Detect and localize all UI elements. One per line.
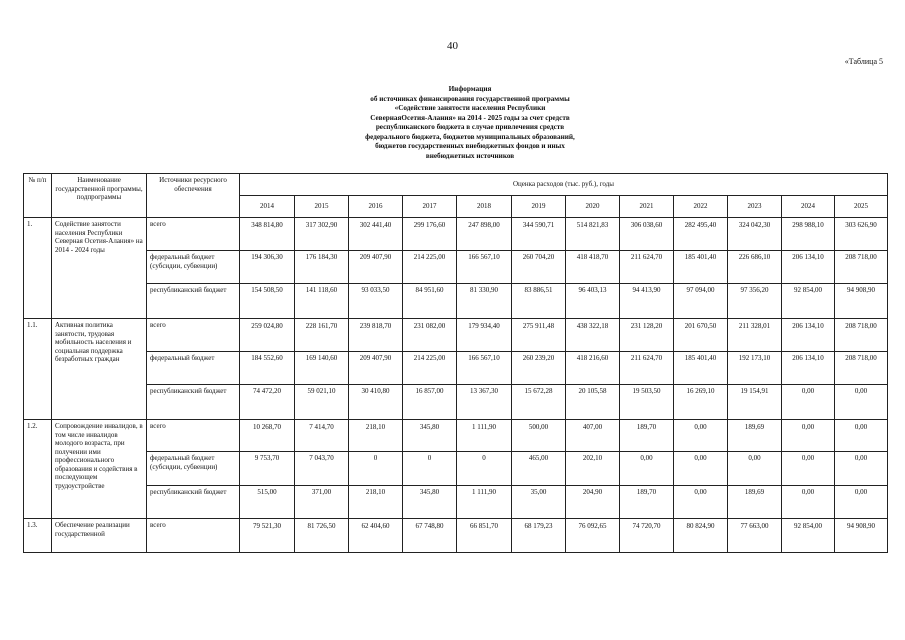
header-year: 2020	[566, 196, 620, 218]
amount-cell: 214 225,00	[403, 352, 457, 385]
header-year: 2018	[457, 196, 512, 218]
header-no: № п/п	[24, 174, 52, 218]
amount-cell: 204,90	[566, 486, 620, 519]
amount-cell: 169 140,60	[295, 352, 349, 385]
amount-cell: 59 021,10	[295, 385, 349, 420]
header-year: 2025	[835, 196, 888, 218]
amount-cell: 247 898,00	[457, 218, 512, 251]
amount-cell: 206 134,10	[782, 251, 835, 284]
amount-cell: 0,00	[782, 486, 835, 519]
amount-cell: 515,00	[240, 486, 295, 519]
row-number: 1.1.	[24, 319, 52, 420]
table-row	[24, 251, 888, 284]
amount-cell: 514 821,83	[566, 218, 620, 251]
amount-cell: 166 567,10	[457, 251, 512, 284]
header-name: Наименование государственной программы, подпрограммы	[52, 174, 147, 218]
amount-cell: 209 407,90	[349, 251, 403, 284]
amount-cell: 282 495,40	[674, 218, 728, 251]
amount-cell: 185 401,40	[674, 251, 728, 284]
funding-source: республиканский бюджет	[147, 486, 240, 519]
amount-cell: 0,00	[674, 420, 728, 452]
funding-source: федеральный бюджет	[147, 352, 240, 385]
heading-line: «Содействие занятости населения Республики	[394, 104, 546, 112]
amount-cell: 0,00	[835, 452, 888, 486]
funding-source: республиканский бюджет	[147, 385, 240, 420]
amount-cell: 9 753,70	[240, 452, 295, 486]
amount-cell: 92 854,00	[782, 519, 835, 553]
amount-cell: 302 441,40	[349, 218, 403, 251]
amount-cell: 97 356,20	[728, 284, 782, 319]
header-year: 2017	[403, 196, 457, 218]
amount-cell: 317 302,90	[295, 218, 349, 251]
document-heading	[250, 85, 690, 161]
amount-cell: 141 118,60	[295, 284, 349, 319]
amount-cell: 185 401,40	[674, 352, 728, 385]
amount-cell: 189,70	[620, 420, 674, 452]
amount-cell: 176 184,30	[295, 251, 349, 284]
amount-cell: 218,10	[349, 486, 403, 519]
amount-cell: 154 508,50	[240, 284, 295, 319]
amount-cell: 189,69	[728, 486, 782, 519]
amount-cell: 35,00	[512, 486, 566, 519]
amount-cell: 0,00	[835, 385, 888, 420]
amount-cell: 81 330,90	[457, 284, 512, 319]
amount-cell: 81 726,50	[295, 519, 349, 553]
amount-cell: 74 472,20	[240, 385, 295, 420]
amount-cell: 260 239,20	[512, 352, 566, 385]
amount-cell: 345,80	[403, 486, 457, 519]
header-year: 2019	[512, 196, 566, 218]
amount-cell: 0,00	[728, 452, 782, 486]
amount-cell: 214 225,00	[403, 251, 457, 284]
page-number: 40	[447, 40, 458, 52]
amount-cell: 74 720,70	[620, 519, 674, 553]
table-row	[24, 486, 888, 519]
table-row	[24, 218, 888, 251]
amount-cell: 345,80	[403, 420, 457, 452]
header-year: 2022	[674, 196, 728, 218]
amount-cell: 66 851,70	[457, 519, 512, 553]
amount-cell: 19 154,91	[728, 385, 782, 420]
program-name: Активная политика занятости, трудовая мобильность населения и социальная поддержка безработных граждан	[52, 319, 147, 420]
header-estimate: Оценка расходов (тыс. руб.), годы	[240, 174, 888, 196]
table-body	[24, 218, 888, 553]
amount-cell: 0,00	[620, 452, 674, 486]
funding-source: всего	[147, 519, 240, 553]
table-row	[24, 452, 888, 486]
amount-cell: 465,00	[512, 452, 566, 486]
amount-cell: 500,00	[512, 420, 566, 452]
funding-source: всего	[147, 420, 240, 452]
heading-line: федерального бюджета, бюджетов муниципальных образований,	[365, 132, 575, 141]
amount-cell: 7 043,70	[295, 452, 349, 486]
amount-cell: 211 328,01	[728, 319, 782, 352]
amount-cell: 84 951,60	[403, 284, 457, 319]
amount-cell: 201 670,50	[674, 319, 728, 352]
amount-cell: 0	[457, 452, 512, 486]
amount-cell: 0,00	[782, 420, 835, 452]
amount-cell: 208 718,00	[835, 319, 888, 352]
header-source: Источники ресурсного обеспечения	[147, 174, 240, 218]
amount-cell: 0,00	[674, 486, 728, 519]
amount-cell: 260 704,20	[512, 251, 566, 284]
amount-cell: 16 269,10	[674, 385, 728, 420]
amount-cell: 0,00	[835, 420, 888, 452]
amount-cell: 0,00	[782, 385, 835, 420]
amount-cell: 67 748,80	[403, 519, 457, 553]
header-year: 2015	[295, 196, 349, 218]
amount-cell: 348 814,80	[240, 218, 295, 251]
amount-cell: 0,00	[835, 486, 888, 519]
amount-cell: 10 268,70	[240, 420, 295, 452]
amount-cell: 77 663,00	[728, 519, 782, 553]
program-name-text: Обеспечение реализации государственной	[55, 521, 130, 538]
amount-cell: 209 407,90	[349, 352, 403, 385]
amount-cell: 79 521,30	[240, 519, 295, 553]
amount-cell: 1 111,90	[457, 420, 512, 452]
table-row	[24, 385, 888, 420]
amount-cell: 68 179,23	[512, 519, 566, 553]
table-label: «Таблица 5	[844, 57, 883, 66]
amount-cell: 76 092,65	[566, 519, 620, 553]
heading-line: республиканского бюджета в случае привлечения средств	[375, 123, 565, 131]
amount-cell: 206 134,10	[782, 352, 835, 385]
amount-cell: 438 322,18	[566, 319, 620, 352]
amount-cell: 418 418,70	[566, 251, 620, 284]
amount-cell: 418 216,60	[566, 352, 620, 385]
amount-cell: 19 503,50	[620, 385, 674, 420]
amount-cell: 202,10	[566, 452, 620, 486]
amount-cell: 166 567,10	[457, 352, 512, 385]
amount-cell: 371,00	[295, 486, 349, 519]
program-name: Содействие занятости населения Республики Северная Осетия-Алания» на 2014 - 2024 годы	[52, 218, 147, 319]
heading-line: СевернаяОсетия-Алания» на 2014 - 2025 годы за счет средств	[370, 113, 570, 122]
amount-cell: 179 934,40	[457, 319, 512, 352]
row-number: 1.3.	[24, 519, 52, 553]
header-year: 2024	[782, 196, 835, 218]
amount-cell: 275 911,48	[512, 319, 566, 352]
amount-cell: 1 111,90	[457, 486, 512, 519]
amount-cell: 184 552,60	[240, 352, 295, 385]
table-row	[24, 319, 888, 352]
amount-cell: 206 134,10	[782, 319, 835, 352]
amount-cell: 239 818,70	[349, 319, 403, 352]
amount-cell: 226 686,10	[728, 251, 782, 284]
header-year: 2016	[349, 196, 403, 218]
amount-cell: 7 414,70	[295, 420, 349, 452]
amount-cell: 189,69	[728, 420, 782, 452]
amount-cell: 13 367,30	[457, 385, 512, 420]
funding-source: федеральный бюджет (субсидии, субвенции)	[147, 251, 240, 284]
amount-cell: 344 590,71	[512, 218, 566, 251]
amount-cell: 218,10	[349, 420, 403, 452]
amount-cell: 0	[403, 452, 457, 486]
amount-cell: 94 908,90	[835, 519, 888, 553]
amount-cell: 231 128,20	[620, 319, 674, 352]
amount-cell: 15 672,28	[512, 385, 566, 420]
table-row	[24, 352, 888, 385]
amount-cell: 62 404,60	[349, 519, 403, 553]
heading-line: Информация	[448, 85, 492, 93]
amount-cell: 324 042,30	[728, 218, 782, 251]
amount-cell: 94 908,90	[835, 284, 888, 319]
program-name	[52, 519, 147, 553]
amount-cell: 20 105,58	[566, 385, 620, 420]
amount-cell: 299 176,60	[403, 218, 457, 251]
amount-cell: 93 033,50	[349, 284, 403, 319]
amount-cell: 83 886,51	[512, 284, 566, 319]
heading-line: бюджетов государственных внебюджетных фондов и иных	[375, 142, 565, 150]
funding-source: всего	[147, 319, 240, 352]
amount-cell: 259 024,80	[240, 319, 295, 352]
amount-cell: 228 161,70	[295, 319, 349, 352]
row-number: 1.	[24, 218, 52, 319]
funding-source: всего	[147, 218, 240, 251]
heading-line: об источниках финансирования государственной программы	[370, 94, 570, 103]
table-row	[24, 284, 888, 319]
amount-cell: 306 038,60	[620, 218, 674, 251]
amount-cell: 208 718,00	[835, 251, 888, 284]
heading-line: внебюджетных источников	[425, 151, 515, 160]
table-row	[24, 519, 888, 553]
amount-cell: 303 626,90	[835, 218, 888, 251]
financing-table	[23, 173, 888, 553]
header-year: 2014	[240, 196, 295, 218]
funding-source: республиканский бюджет	[147, 284, 240, 319]
amount-cell: 16 857,00	[403, 385, 457, 420]
header-year: 2023	[728, 196, 782, 218]
amount-cell: 189,70	[620, 486, 674, 519]
program-name: Сопровождение инвалидов, в том числе инвалидов молодого возраста, при получении ими профессионального образования и содействия в последующем трудоустройстве	[52, 420, 147, 519]
amount-cell: 30 410,80	[349, 385, 403, 420]
amount-cell: 97 094,00	[674, 284, 728, 319]
header-year: 2021	[620, 196, 674, 218]
amount-cell: 298 988,10	[782, 218, 835, 251]
amount-cell: 92 854,00	[782, 284, 835, 319]
amount-cell: 211 624,70	[620, 352, 674, 385]
amount-cell: 211 624,70	[620, 251, 674, 284]
amount-cell: 192 173,10	[728, 352, 782, 385]
amount-cell: 231 082,00	[403, 319, 457, 352]
row-number: 1.2.	[24, 420, 52, 519]
amount-cell: 80 824,90	[674, 519, 728, 553]
amount-cell: 0,00	[782, 452, 835, 486]
table-row	[24, 420, 888, 452]
amount-cell: 208 718,00	[835, 352, 888, 385]
amount-cell: 407,00	[566, 420, 620, 452]
funding-source: федеральный бюджет (субсидии, субвенции)	[147, 452, 240, 486]
amount-cell: 0	[349, 452, 403, 486]
amount-cell: 194 306,30	[240, 251, 295, 284]
amount-cell: 96 403,13	[566, 284, 620, 319]
amount-cell: 0,00	[674, 452, 728, 486]
amount-cell: 94 413,90	[620, 284, 674, 319]
